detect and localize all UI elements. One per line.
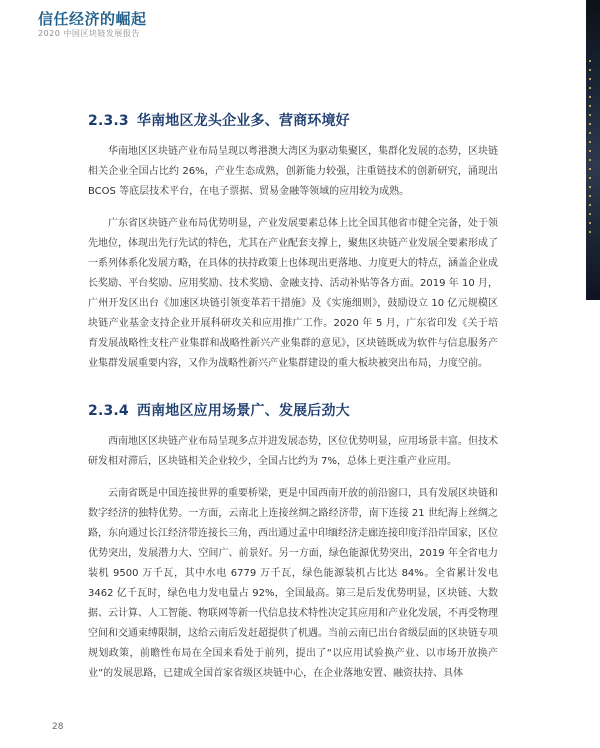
- report-subtitle: 2020 中国区块链发展报告: [38, 29, 140, 38]
- section-title-text: 西南地区应用场景广、发展后劲大: [136, 403, 350, 419]
- city-night-image-strip: [586, 0, 600, 300]
- paragraph: 云南省既是中国连接世界的重要桥梁，更是中国西南开放的前沿窗口，具有发展区块链和数字经济的独特优势。一方面，云南北上连接丝绸之路经济带，南下连接 21 世纪海上丝绸之路，东向通过长江经济带连接长三角，西出通过孟中印缅经济走廊连接印度洋沿岸国家，区位优势突出，发展潜力大、空间广、前景好。另一方面，绿色能源优势突出，2019 年全省电力装机 9500 万千瓦，其中水电 6779 万千瓦，绿色能源装机占比达 84%。全省累计发电 3462 亿千瓦时，绿色电力发电量占 92%，全国最高。第三是后发优势明显，区块链、大数据、云计算、人工智能、物联网等新一代信息技术特性决定其应用和产业化发展，不再受物理空间和交通束缚限制，这给云南后发赶超提供了机遇。当前云南已出台省级层面的区块链专项规划政策，前瞻性布局在全国来看处于前列，提出了“以应用试验换产业、以市场开放换产业”的发展思路，已建成全国首家省级区块链中心，在企业落地安置、融资扶持、具体: [88, 488, 498, 679]
- page-header: [0, 0, 600, 78]
- paragraph: 西南地区区块链产业布局呈现多点并进发展态势，区位优势明显，应用场景丰富。但技术研发相对滞后，区块链相关企业较少，全国占比约为 7%，总体上更注重产业应用。: [88, 436, 498, 467]
- paragraph: 华南地区区块链产业布局呈现以粤港澳大湾区为驱动集聚区，集群化发展的态势，区块链相关企业全国占比约 26%，产业生态成熟，创新能力较强，注重链技术的创新研究，涌现出 BCOS 等底层技术平台，在电子票据、贸易金融等领域的应用较为成熟。: [88, 146, 498, 197]
- section-heading: [88, 110, 498, 130]
- page-number: 28: [52, 722, 64, 732]
- report-title: 信任经济的崛起: [38, 10, 147, 28]
- section-southwest-china: [88, 400, 498, 696]
- section-number: 2.3.4: [88, 403, 129, 419]
- paragraph: 广东省区块链产业布局优势明显，产业发展要素总体上比全国其他省市健全完备，处于领先地位，体现出先行先试的特色，尤其在产业配套支撑上，聚焦区块链产业发展全要素形成了一系列体系化发展方略，在具体的扶持政策上也体现出更落地、力度更大的特点，涵盖企业成长奖励、平台奖励、应用奖励、技术奖励、金融支持、活动补贴等各方面。2019 年 10 月，广州开发区出台《加速区块链引领变革若干措施》及《实施细则》，鼓励设立 10 亿元规模区块链产业基金支持企业开展科研攻关和应用推广工作。2020 年 5 月，广东省印发《关于培育发展战略性支柱产业集群和战略性新兴产业集群的意见》，区块链既成为软件与信息服务产业集群发展重要内容，又作为战略性新兴产业集群建设的重大板块被突出布局，力度空前。: [88, 218, 498, 369]
- section-number: 2.3.3: [88, 113, 129, 129]
- section-title-text: 华南地区龙头企业多、营商环境好: [136, 113, 350, 129]
- section-south-china: [88, 110, 498, 386]
- section-heading: [88, 400, 498, 420]
